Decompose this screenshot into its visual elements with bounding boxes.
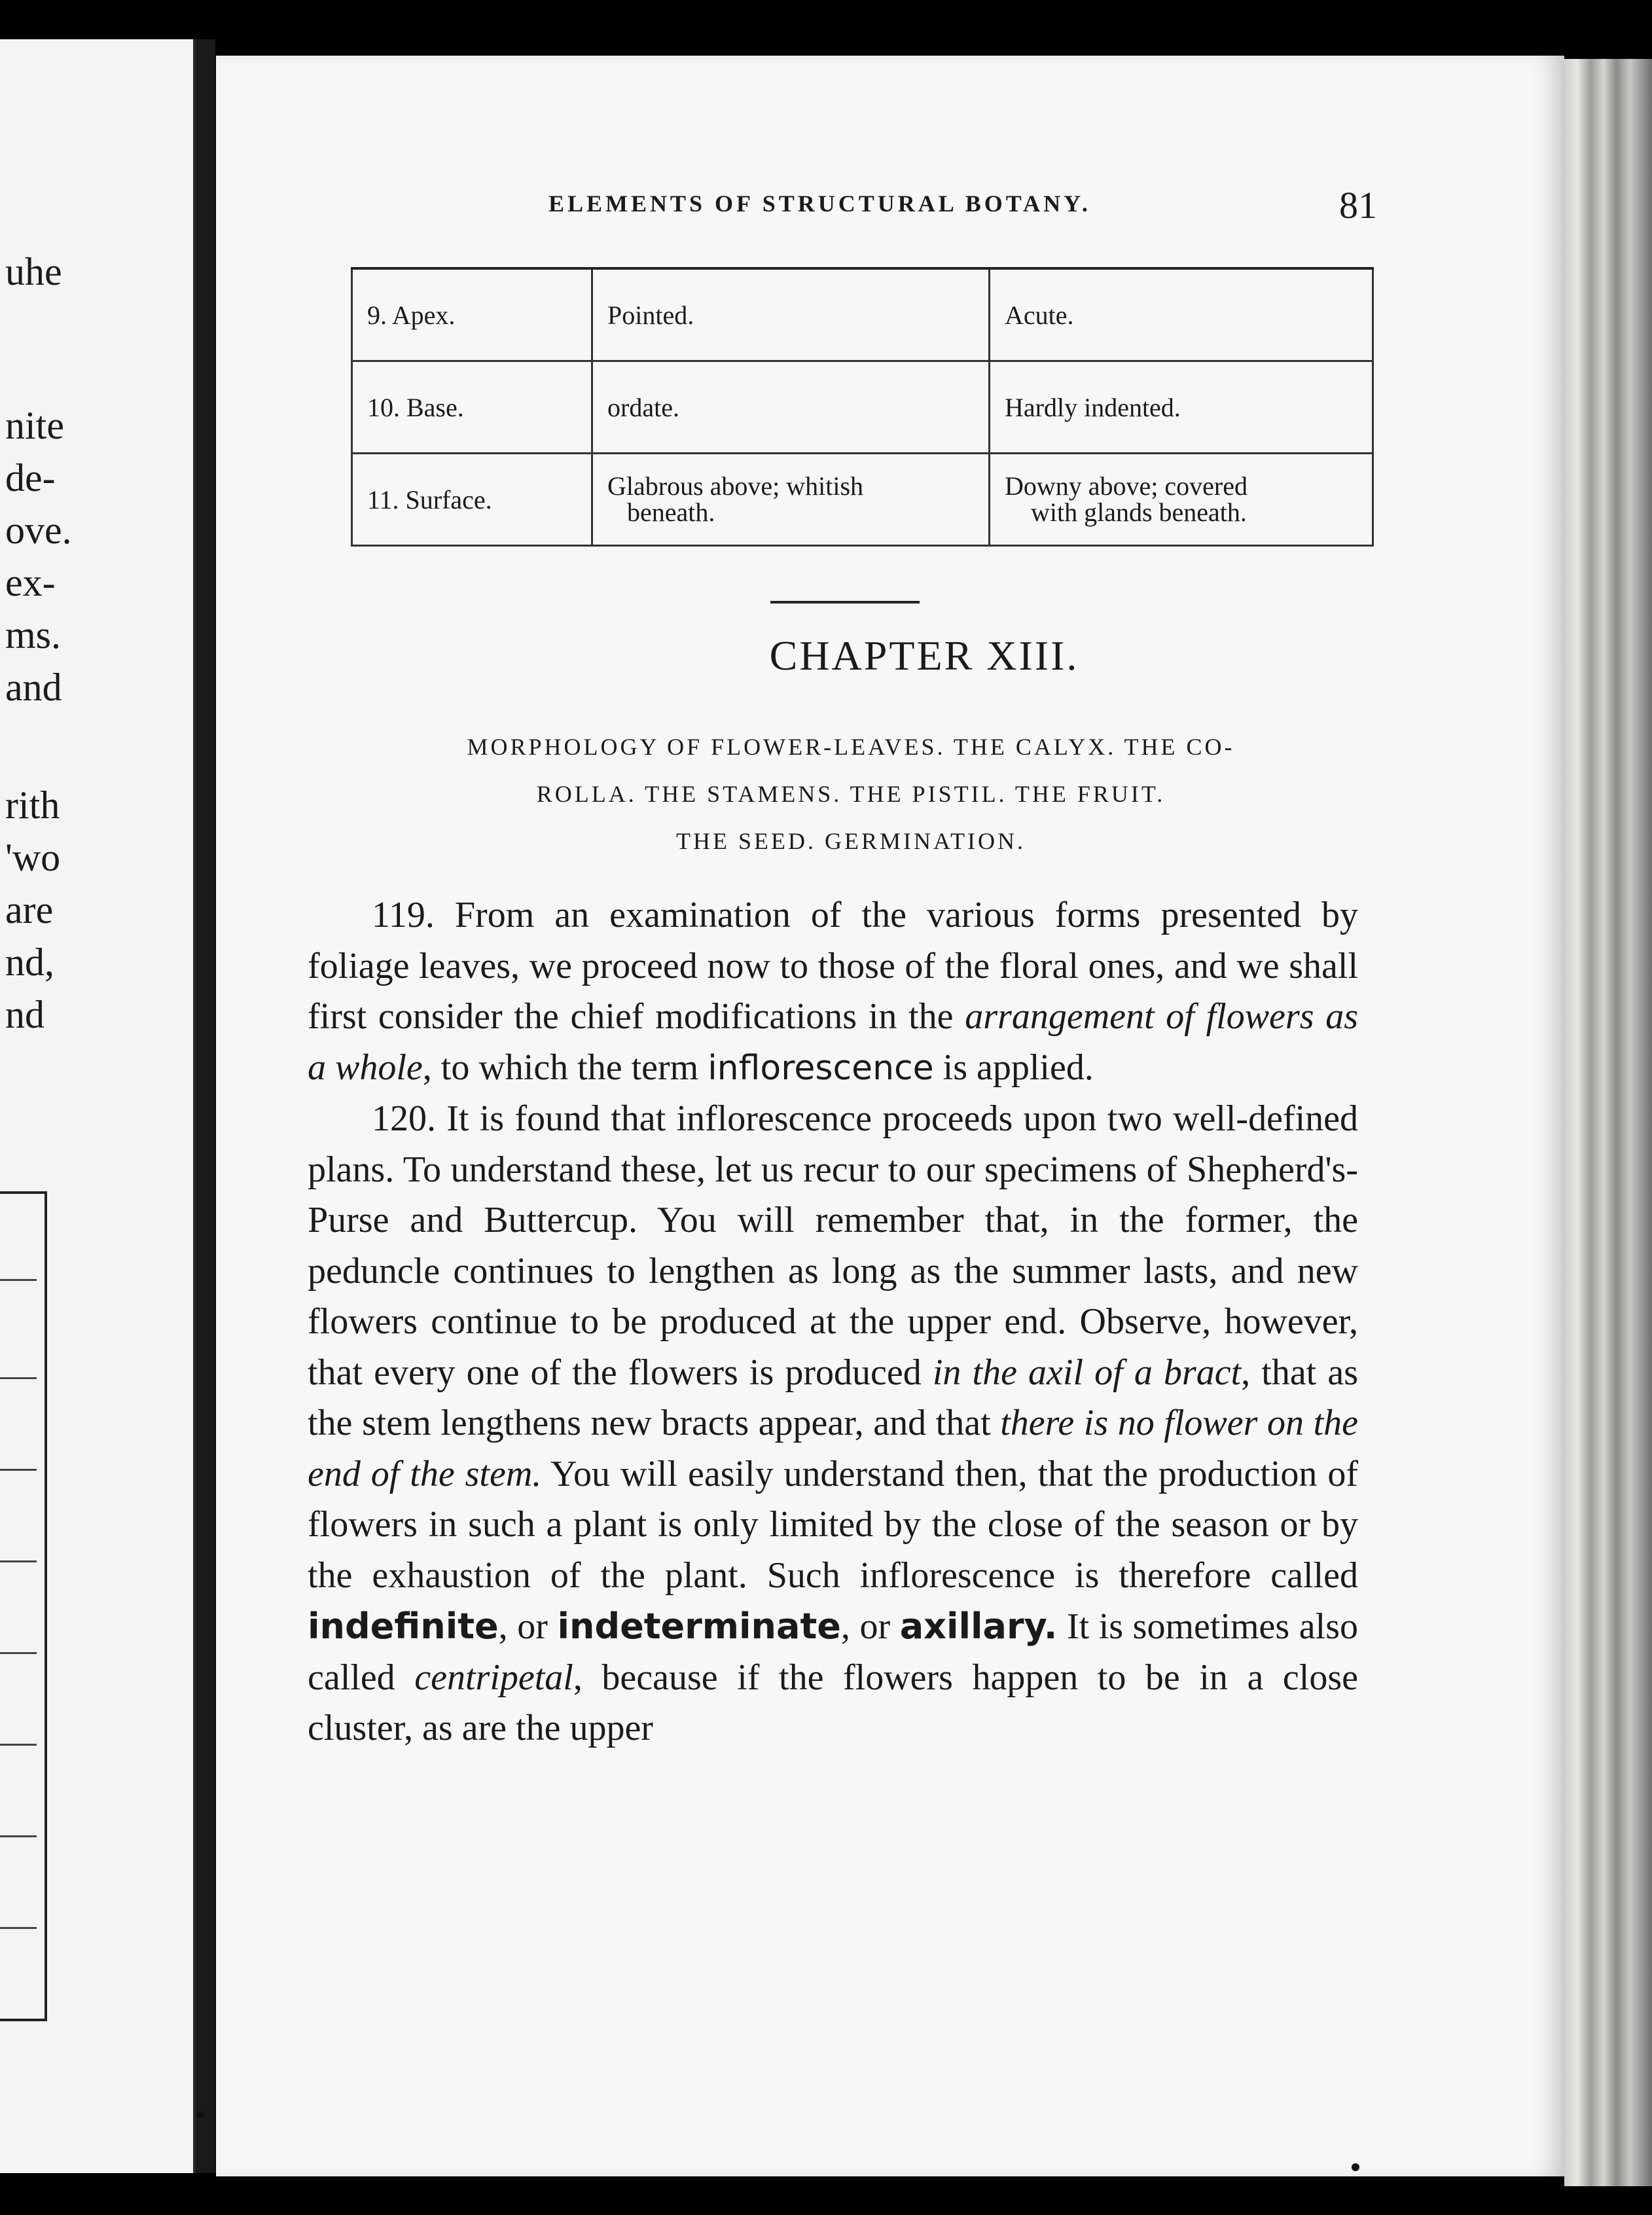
- table-cell: Hardly indented.: [990, 361, 1373, 454]
- chapter-title: [0, 632, 1652, 680]
- text-run: , that as the stem lengthens new bracts appear, and that: [308, 1352, 1358, 1443]
- chapter-title-text: CHAPTER XIII.: [769, 632, 1079, 679]
- table-rule: [0, 1744, 37, 1746]
- table-cell: ordate.: [592, 361, 990, 454]
- left-page-fragment: are: [5, 888, 54, 931]
- left-facing-page: [0, 39, 196, 2173]
- summary-line: THE SEED. GERMINATION.: [676, 828, 1026, 854]
- running-head: ELEMENTS OF STRUCTURAL BOTANY.: [548, 190, 1091, 217]
- text-run: , to which the term: [422, 1047, 708, 1088]
- left-page-fragment: ove.: [5, 509, 72, 552]
- term-axillary: axillary.: [899, 1606, 1058, 1647]
- text-run: 119. From an examination of the various forms presented by foliage leaves, we proceed now to those of the floral ones, and we shall first consider the chief modifications in the: [308, 895, 1358, 1037]
- section-rule: [770, 601, 920, 603]
- table-rule: [0, 1377, 37, 1379]
- table-rule: [0, 1927, 37, 1929]
- table-row: [352, 454, 1373, 546]
- term-indefinite: indefinite: [308, 1606, 499, 1647]
- page-edges: [1564, 59, 1652, 2186]
- term-inflorescence: inflorescence: [708, 1048, 934, 1088]
- table-row: [352, 361, 1373, 454]
- body-text: [308, 890, 1358, 1754]
- table-cell: [990, 454, 1373, 546]
- text-run: is applied.: [933, 1047, 1094, 1088]
- table-cell: 10. Base.: [352, 361, 592, 454]
- term-indeterminate: indeterminate: [557, 1606, 841, 1647]
- left-page-fragment: nite: [5, 404, 64, 447]
- italic-run: centripetal: [414, 1657, 573, 1698]
- left-page-table-edge: [0, 1191, 47, 2021]
- text-run: , or: [840, 1606, 900, 1647]
- table-cell: Pointed.: [592, 268, 990, 361]
- text-run: , or: [498, 1606, 558, 1647]
- page-number: 81: [1339, 184, 1377, 226]
- table-rule: [0, 1469, 37, 1471]
- left-page-fragment: uhe: [5, 250, 62, 293]
- table-row: [352, 268, 1373, 361]
- italic-run: arrangement of flowers as a whole: [308, 996, 1359, 1088]
- leaf-comparison-table: [351, 267, 1374, 547]
- table-rule: [0, 1835, 37, 1837]
- table-cell: 11. Surface.: [352, 454, 592, 546]
- left-page-fragment: 'wo: [5, 836, 61, 879]
- left-page-fragment: nd: [5, 993, 45, 1036]
- left-page-fragment: ms.: [5, 613, 62, 657]
- summary-line: ROLLA. THE STAMENS. THE PISTIL. THE FRUIT.: [536, 781, 1166, 807]
- cell-line: Glabrous above; whitish: [607, 471, 864, 501]
- left-page-fragment: de-: [5, 456, 56, 499]
- scan-speck: [1352, 2163, 1359, 2171]
- text-run: , because if the flowers happen to be in a close cluster, as are the upper: [308, 1657, 1358, 1748]
- scan-speck: [196, 2111, 204, 2119]
- cell-line: Downy above; covered: [1005, 471, 1248, 501]
- text-run: It is sometimes also called: [308, 1606, 1358, 1698]
- left-page-fragment: ex-: [5, 561, 56, 604]
- table-rule: [0, 1279, 37, 1281]
- italic-run: there is no flower on the end of the stem.: [308, 1403, 1358, 1494]
- summary-line: MORPHOLOGY OF FLOWER-LEAVES. THE CALYX. THE CO-: [467, 734, 1235, 760]
- text-run: 120. It is found that inflorescence proceeds upon two well-defined plans. To understand these, let us recur to our specimens of Shepherd's-Purse and Buttercup. You will remember that, in the former, the peduncle continues to lengthen as long as the summer lasts, and new flowers continue to be produced at the upper end. Observe, however, that every one of the flowers is produced: [308, 1098, 1358, 1393]
- chapter-summary: [327, 723, 1374, 865]
- left-page-fragment: nd,: [5, 941, 54, 984]
- italic-run: in the axil of a bract: [932, 1352, 1242, 1393]
- left-page-fragment: rith: [5, 783, 60, 827]
- paragraph-120: [308, 1094, 1358, 1754]
- cell-line: beneath.: [627, 497, 715, 527]
- text-run: You will easily understand then, that the production of flowers in such a plant is only limited by the close of the season or by the exhaustion of the plant. Such inflorescence is therefore called: [308, 1453, 1358, 1596]
- table-rule: [0, 1652, 37, 1654]
- cell-line: with glands beneath.: [1031, 497, 1247, 527]
- table-rule: [0, 1560, 37, 1562]
- table-cell: 9. Apex.: [352, 268, 592, 361]
- table-cell: [592, 454, 990, 546]
- table-cell: Acute.: [990, 268, 1373, 361]
- left-page-fragment: and: [5, 666, 62, 709]
- paragraph-119: [308, 890, 1358, 1094]
- book-gutter: [196, 39, 215, 2173]
